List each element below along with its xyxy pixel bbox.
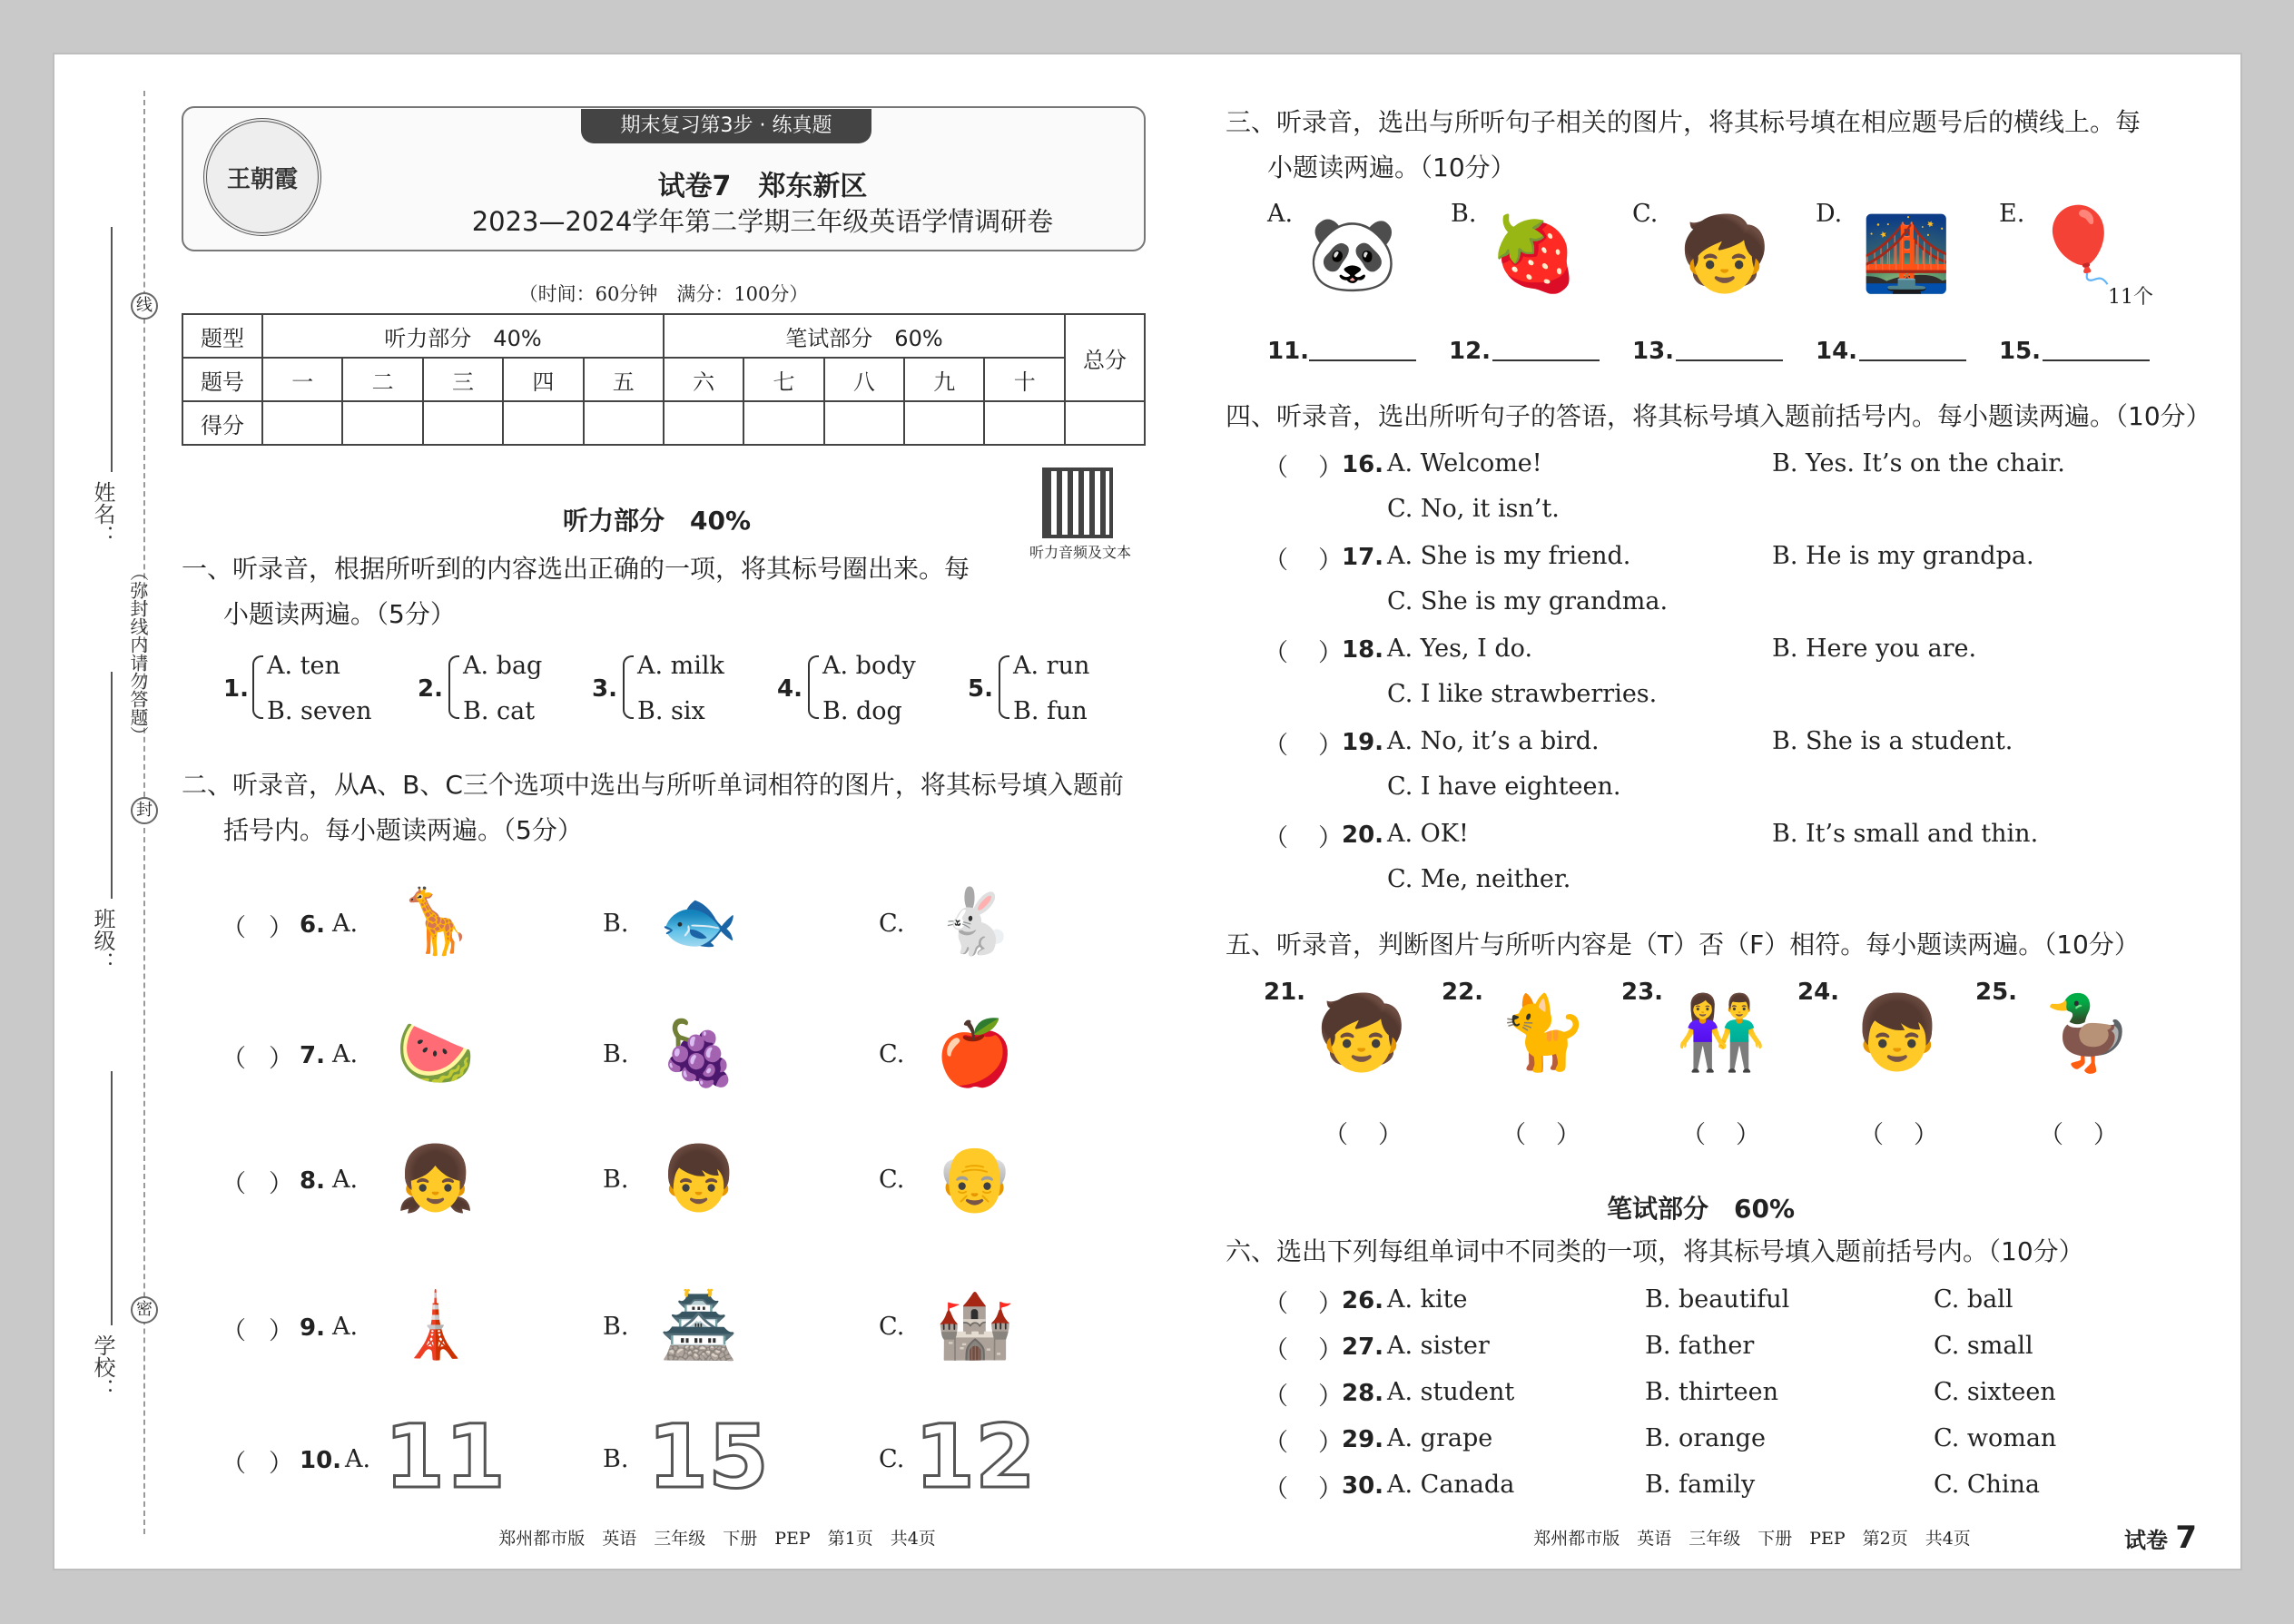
seal-note: （弥封线内请勿答题）	[127, 563, 149, 744]
score-cell[interactable]	[664, 401, 743, 445]
pic-label: E.	[1999, 200, 2025, 228]
name-label: 姓名：	[90, 481, 115, 546]
great-wall-icon[interactable]: 🏯	[659, 1287, 739, 1363]
number-12-image[interactable]: 12	[914, 1406, 1036, 1508]
s2-instruction: 二、听录音，从A、B、C三个选项中选出与所听单词相符的图片，将其标号填入题前	[182, 770, 1124, 800]
boy-waving-icon[interactable]: 🧒	[1316, 990, 1407, 1075]
label-b: B.	[603, 1166, 629, 1194]
name-blank[interactable]	[111, 227, 113, 472]
option-a[interactable]: A. body	[822, 652, 916, 680]
brace	[448, 655, 459, 719]
listening-cell: 听力部分 40%	[262, 314, 664, 358]
option-a[interactable]: A. run	[1013, 652, 1090, 680]
answer-blank[interactable]	[2043, 338, 2150, 361]
q-number: 18.	[1342, 636, 1384, 664]
answer-paren-close: ）	[269, 1170, 293, 1198]
panda-icon[interactable]: 🐼	[1307, 212, 1398, 296]
answer-paren-close: ）	[269, 914, 293, 942]
pic-label: B.	[1451, 200, 1477, 228]
option-a[interactable]: A. Yes, I do.	[1387, 635, 1533, 663]
col-number: 七	[743, 358, 823, 401]
col-number: 二	[342, 358, 422, 401]
label-b: B.	[603, 1313, 629, 1341]
q-number: 10.	[300, 1447, 342, 1474]
old-man-icon[interactable]: 👴	[935, 1140, 1015, 1216]
label-c: C.	[879, 1166, 905, 1194]
tf-paren-close: ）	[1914, 1121, 1938, 1149]
label-c: C.	[879, 910, 905, 938]
watermelon-icon[interactable]: 🍉	[396, 1015, 476, 1090]
option-c[interactable]: C. China	[1934, 1471, 2041, 1499]
label-b: B.	[603, 1040, 629, 1068]
answer-paren-open[interactable]: （	[1264, 1336, 1288, 1364]
tower-icon[interactable]: 🗼	[396, 1287, 476, 1363]
class-label: 班级：	[90, 908, 115, 973]
big-ben-icon[interactable]: 🏰	[935, 1287, 1015, 1363]
option-a[interactable]: A. bag	[463, 652, 543, 680]
boy-icon[interactable]: 👦	[659, 1140, 739, 1216]
q-number: 6.	[300, 911, 325, 939]
q-number: 26.	[1342, 1287, 1384, 1314]
answer-paren-close: ）	[1318, 1290, 1343, 1318]
qr-code-icon[interactable]	[1042, 468, 1113, 538]
answer-paren-open[interactable]: （	[222, 1317, 246, 1345]
col-number: 六	[664, 358, 743, 401]
answer-paren-open[interactable]: （	[1264, 1290, 1288, 1318]
giraffe-icon[interactable]: 🦒	[396, 883, 476, 959]
answer-paren-open[interactable]: （	[1264, 1475, 1288, 1503]
option-c[interactable]: C. She is my grandma.	[1387, 587, 1669, 615]
q-number: 4.	[777, 675, 802, 703]
q-number: 9.	[300, 1314, 325, 1342]
answer-paren-open[interactable]: （	[1264, 732, 1288, 760]
label-c: C.	[879, 1313, 905, 1341]
brand-logo: 王朝霞	[203, 118, 321, 236]
answer-paren-open[interactable]: （	[222, 1170, 246, 1198]
paper-subtitle: 2023—2024学年第二学期三年级英语学情调研卷	[471, 206, 1054, 237]
option-a[interactable]: A. sister	[1387, 1332, 1490, 1360]
score-cell[interactable]	[342, 401, 422, 445]
option-a[interactable]: A. Canada	[1387, 1471, 1515, 1499]
option-c[interactable]: C. small	[1934, 1332, 2033, 1360]
tf-paren-open[interactable]: （	[1681, 1121, 1706, 1149]
writing-cell: 笔试部分 60%	[664, 314, 1065, 358]
answer-blank[interactable]	[1309, 338, 1416, 361]
option-b[interactable]: B. He is my grandpa.	[1772, 542, 2034, 570]
option-c[interactable]: C. Me, neither.	[1387, 865, 1571, 893]
pic-label: D.	[1816, 200, 1843, 228]
option-b[interactable]: B. six	[637, 697, 705, 725]
col-number: 一	[262, 358, 342, 401]
paper-title: 试卷7 郑东新区	[657, 171, 868, 202]
answer-paren-close: ）	[1318, 454, 1343, 482]
boy-standing-icon[interactable]: 👦	[1852, 990, 1943, 1075]
s1-instruction-2: 小题读两遍。（5分）	[223, 599, 456, 629]
label-c: C.	[879, 1445, 905, 1473]
tf-paren-close: ）	[1556, 1121, 1580, 1149]
q-number: 19.	[1342, 729, 1384, 756]
s2-instruction-2: 括号内。每小题读两遍。（5分）	[223, 815, 583, 845]
s4-instruction: 四、听录音，选出所听句子的答语，将其标号填入题前括号内。每小题读两遍。（10分）	[1226, 401, 2211, 431]
answer-paren-open[interactable]: （	[1264, 1429, 1288, 1457]
school-label: 学校：	[90, 1334, 115, 1400]
option-b[interactable]: B. family	[1645, 1471, 1756, 1499]
option-c[interactable]: C. I like strawberries.	[1387, 680, 1658, 708]
label-c: C.	[879, 1040, 905, 1068]
boy-under-table-icon[interactable]: 🧒	[1679, 212, 1770, 296]
number-11-image[interactable]: 11	[384, 1406, 506, 1508]
seal-mi-mark: 密	[131, 1296, 158, 1324]
q-number: 29.	[1342, 1426, 1384, 1453]
option-b[interactable]: B. beautiful	[1645, 1285, 1790, 1314]
option-a[interactable]: A. kite	[1387, 1285, 1468, 1314]
balloons-icon[interactable]: 🎈	[2033, 202, 2124, 287]
q-number: 13.	[1632, 338, 1675, 365]
ducks-pond-icon[interactable]: 🦆	[2043, 990, 2133, 1075]
q-number: 25.	[1975, 979, 2018, 1006]
score-cell[interactable]	[262, 401, 342, 445]
option-b[interactable]: B. orange	[1645, 1424, 1766, 1452]
answer-paren-close: ）	[1318, 1383, 1343, 1411]
tf-paren-open[interactable]: （	[2039, 1121, 2063, 1149]
score-table	[182, 313, 1146, 446]
answer-paren-close: ）	[1318, 546, 1343, 575]
col-number: 五	[584, 358, 664, 401]
pic-label: A.	[1267, 200, 1294, 228]
tf-paren-open[interactable]: （	[1324, 1121, 1348, 1149]
q-number: 2.	[418, 675, 443, 703]
label-a: A.	[332, 910, 359, 938]
label-a: A.	[332, 1313, 359, 1341]
option-b[interactable]: B. thirteen	[1645, 1378, 1778, 1406]
answer-paren-close: ）	[1318, 824, 1343, 852]
answer-paren-close: ）	[1318, 1475, 1343, 1503]
answer-blank[interactable]	[1676, 338, 1783, 361]
score-cell[interactable]	[423, 401, 503, 445]
option-b[interactable]: B. father	[1645, 1332, 1755, 1360]
answer-paren-close: ）	[1318, 639, 1343, 667]
pic-label: C.	[1632, 200, 1659, 228]
tf-paren-open[interactable]: （	[1859, 1121, 1884, 1149]
q-number: 23.	[1621, 979, 1664, 1006]
cat-on-chair-icon[interactable]: 🐈	[1498, 990, 1589, 1075]
tf-paren-close: ）	[1736, 1121, 1760, 1149]
grapes-icon[interactable]: 🍇	[659, 1015, 739, 1090]
q-number: 27.	[1342, 1334, 1384, 1361]
s6-instruction: 六、选出下列每组单词中不同类的一项，将其标号填入题前括号内。（10分）	[1226, 1236, 2084, 1266]
q-number: 17.	[1342, 544, 1384, 571]
brace	[252, 655, 263, 719]
option-b[interactable]: B. She is a student.	[1772, 727, 2013, 755]
answer-blank[interactable]	[1492, 338, 1600, 361]
two-kids-icon[interactable]: 👫	[1676, 990, 1767, 1075]
q-number: 22.	[1442, 979, 1484, 1006]
option-c[interactable]: C. ball	[1934, 1285, 2013, 1314]
qr-caption: 听力音频及文本	[1029, 544, 1131, 561]
q-number: 5.	[968, 675, 993, 703]
listening-title: 听力部分 40%	[563, 506, 752, 536]
row-score-label: 得分	[182, 401, 262, 445]
option-a[interactable]: A. grape	[1387, 1424, 1493, 1452]
option-c[interactable]: C. woman	[1934, 1424, 2057, 1452]
col-number: 八	[824, 358, 904, 401]
score-cell[interactable]	[503, 401, 583, 445]
answer-paren-open[interactable]: （	[222, 1045, 246, 1073]
answer-paren-close: ）	[269, 1450, 293, 1478]
option-a[interactable]: A. No, it’s a bird.	[1387, 727, 1600, 755]
answer-paren-open[interactable]: （	[1264, 824, 1288, 852]
bridge-icon[interactable]: 🌉	[1861, 212, 1952, 296]
label-a: A.	[332, 1040, 359, 1068]
tf-paren-close: ）	[1378, 1121, 1403, 1149]
row-type-label: 题型	[182, 314, 262, 358]
q-number: 28.	[1342, 1380, 1384, 1407]
s3-instruction: 三、听录音，选出与所听句子相关的图片，将其标号填在相应题号后的横线上。每	[1226, 107, 2141, 137]
school-blank[interactable]	[111, 1071, 113, 1325]
q-number: 3.	[592, 675, 617, 703]
option-b[interactable]: B. Here you are.	[1772, 635, 1977, 663]
class-blank[interactable]	[111, 672, 113, 899]
answer-blank[interactable]	[1859, 338, 1966, 361]
left-footer: 郑州都市版 英语 三年级 下册 PEP 第1页 共4页	[498, 1529, 936, 1549]
option-a[interactable]: A. ten	[267, 652, 340, 680]
score-cell[interactable]	[984, 401, 1065, 445]
q-number: 20.	[1342, 822, 1384, 849]
total-cell: 总分	[1065, 314, 1145, 401]
strawberry-icon[interactable]: 🍓	[1489, 212, 1580, 296]
page-label	[2124, 1520, 2197, 1556]
answer-paren-close: ）	[1318, 1336, 1343, 1364]
tf-paren-close: ）	[2093, 1121, 2118, 1149]
tf-paren-open[interactable]: （	[1501, 1121, 1526, 1149]
page-number: 7	[2175, 1520, 2198, 1556]
score-cell[interactable]	[584, 401, 664, 445]
answer-paren-open[interactable]: （	[1264, 454, 1288, 482]
option-b[interactable]: B. Yes. It’s on the chair.	[1772, 449, 2065, 477]
answer-paren-open[interactable]: （	[222, 914, 246, 942]
s1-instruction: 一、听录音，根据所听到的内容选出正确的一项，将其标号圈出来。每	[182, 554, 970, 584]
q-number: 16.	[1342, 451, 1384, 478]
s5-instruction: 五、听录音，判断图片与所听内容是（T）否（F）相符。每小题读两遍。（10分）	[1226, 930, 2140, 960]
option-a[interactable]: A. student	[1387, 1378, 1515, 1406]
option-c[interactable]: C. I have eighteen.	[1387, 773, 1621, 801]
label-a: A.	[345, 1445, 371, 1473]
number-15-image[interactable]: 15	[647, 1406, 769, 1508]
row-number-label: 题号	[182, 358, 262, 401]
answer-paren-open[interactable]: （	[222, 1450, 246, 1478]
brace	[999, 655, 1009, 719]
label-b: B.	[603, 910, 629, 938]
answer-paren-open[interactable]: （	[1264, 1383, 1288, 1411]
option-b[interactable]: B. cat	[463, 697, 536, 725]
q-number: 14.	[1816, 338, 1858, 365]
col-number: 十	[984, 358, 1065, 401]
q-number: 15.	[1999, 338, 2042, 365]
q-number: 30.	[1342, 1472, 1384, 1500]
q-number: 1.	[223, 675, 249, 703]
brace	[808, 655, 819, 719]
review-tag: 期末复习第3步 · 练真题	[581, 109, 871, 143]
label-b: B.	[603, 1445, 629, 1473]
right-footer: 郑州都市版 英语 三年级 下册 PEP 第2页 共4页	[1533, 1529, 1971, 1549]
brace	[623, 655, 634, 719]
balloon-count: 11个	[2108, 286, 2153, 309]
answer-paren-close: ）	[1318, 1429, 1343, 1457]
girl-icon[interactable]: 👧	[396, 1140, 476, 1216]
option-a[interactable]: A. Welcome!	[1387, 449, 1542, 477]
score-cell[interactable]	[824, 401, 904, 445]
s3-instruction-2: 小题读两遍。（10分）	[1267, 153, 1516, 182]
writing-title: 笔试部分 60%	[1607, 1194, 1796, 1224]
answer-paren-open[interactable]: （	[1264, 639, 1288, 667]
apple-icon[interactable]: 🍎	[935, 1015, 1015, 1090]
col-number: 三	[423, 358, 503, 401]
answer-paren-open[interactable]: （	[1264, 546, 1288, 575]
score-cell[interactable]	[904, 401, 984, 445]
option-a[interactable]: A. milk	[637, 652, 724, 680]
col-number: 四	[503, 358, 583, 401]
q-number: 7.	[300, 1042, 325, 1069]
q-number: 24.	[1797, 979, 1840, 1006]
option-b[interactable]: B. It’s small and thin.	[1772, 820, 2039, 848]
answer-paren-close: ）	[269, 1045, 293, 1073]
fish-icon[interactable]: 🐟	[659, 883, 739, 959]
q-number: 21.	[1264, 979, 1306, 1006]
option-b[interactable]: B. seven	[267, 697, 372, 725]
score-cell[interactable]	[743, 401, 823, 445]
option-c[interactable]: C. No, it isn’t.	[1387, 495, 1560, 523]
option-a[interactable]: A. OK!	[1387, 820, 1469, 848]
option-c[interactable]: C. sixteen	[1934, 1378, 2056, 1406]
answer-paren-close: ）	[1318, 732, 1343, 760]
time-info: （时间：60分钟 满分：100分）	[518, 283, 809, 305]
page-label-text: 试卷	[2124, 1528, 2168, 1553]
answer-paren-close: ）	[269, 1317, 293, 1345]
score-cell[interactable]	[1065, 401, 1145, 445]
seal-feng-mark: 封	[131, 797, 158, 824]
label-a: A.	[332, 1166, 359, 1194]
col-number: 九	[904, 358, 984, 401]
q-number: 11.	[1267, 338, 1310, 365]
option-b[interactable]: B. fun	[1013, 697, 1088, 725]
option-b[interactable]: B. dog	[822, 697, 902, 725]
seal-line-mark: 线	[131, 292, 158, 320]
q-number: 8.	[300, 1167, 325, 1195]
rabbit-icon[interactable]: 🐇	[935, 883, 1015, 959]
q-number: 12.	[1449, 338, 1492, 365]
option-a[interactable]: A. She is my friend.	[1387, 542, 1631, 570]
